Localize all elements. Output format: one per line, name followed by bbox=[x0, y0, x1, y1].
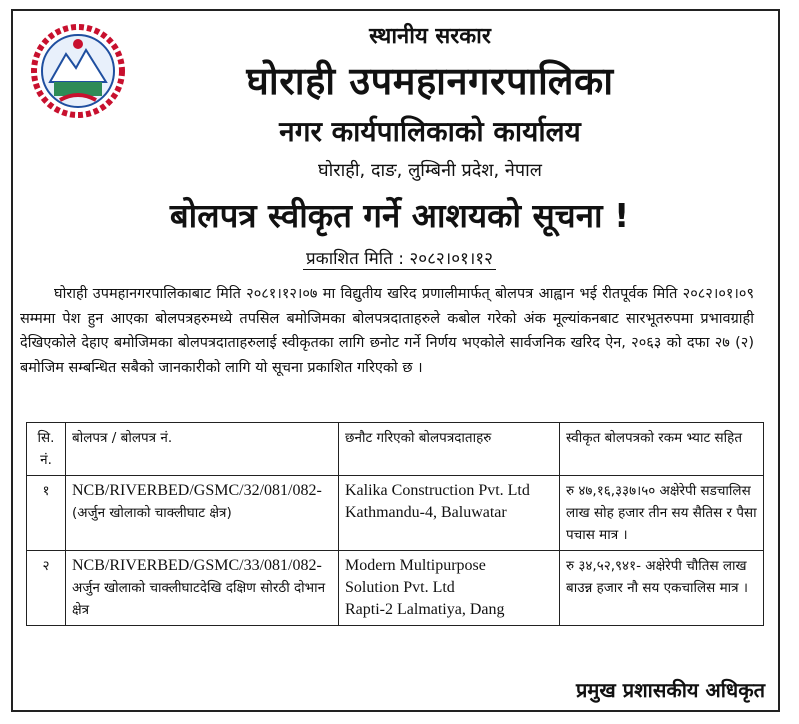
cell-bidder bbox=[339, 551, 560, 626]
header-local-government: स्थानीय सरकार bbox=[369, 24, 491, 49]
cell-sn: २ bbox=[27, 551, 66, 626]
bidder-line3: Rapti-2 Lalmatiya, Dang bbox=[345, 601, 505, 618]
bid-number: NCB/RIVERBED/GSMC/32/081/082- bbox=[72, 482, 322, 499]
col-header-sn: सि. नं. bbox=[27, 423, 66, 476]
table-row bbox=[27, 476, 764, 551]
bidder-name: Kalika Construction Pvt. Ltd bbox=[345, 482, 530, 499]
col-header-bid: बोलपत्र / बोलपत्र नं. bbox=[66, 423, 339, 476]
notice-title: बोलपत्र स्वीकृत गर्ने आशयको सूचना ! bbox=[169, 196, 630, 235]
bid-description: (अर्जुन खोलाको चाक्लीघाट क्षेत्र) bbox=[72, 505, 232, 521]
header-office-name: नगर कार्यपालिकाको कार्यालय bbox=[279, 115, 581, 148]
table-header-row bbox=[27, 423, 764, 476]
header-municipality-name: घोराही उपमहानगरपालिका bbox=[246, 59, 614, 103]
cell-bidder bbox=[339, 476, 560, 551]
table-row bbox=[27, 551, 764, 626]
cell-amount: रु ४७,१६,३३७।५० अक्षेरेपी सडचालिस लाख सोह हजार तीन सय सैतिस र पैसा पचास मात्र । bbox=[560, 476, 764, 551]
bid-number: NCB/RIVERBED/GSMC/33/081/082- bbox=[72, 557, 322, 574]
cell-bid bbox=[66, 476, 339, 551]
bid-table bbox=[26, 422, 764, 626]
col-header-bidder: छनौट गरिएको बोलपत्रदाताहरु bbox=[339, 423, 560, 476]
header-address: घोराही, दाङ, लुम्बिनी प्रदेश, नेपाल bbox=[317, 160, 543, 181]
col-header-amount: स्वीकृत बोलपत्रको रकम भ्याट सहित bbox=[560, 423, 764, 476]
bidder-line2: Solution Pvt. Ltd bbox=[345, 579, 455, 596]
municipality-emblem-icon bbox=[26, 24, 130, 118]
notice-body: घोराही उपमहानगरपालिकाबाट मिति २०८१।१२।०७ मा विद्युतीय खरिद प्रणालीमार्फत् बोलपत्र आह्वान भई रीतपूर्वक मिति २०८२।०१।०९ सम्ममा पेश हुन आएका बोलपत्रहरुमध्ये तपसिल बमोजिमका बोलपत्रदाताहरुले कबोल गरेको अंक मूल्यांकनबाट सारभूतरुपमा प्रभावग्राही देखिएकोले देहाए बमोजिमका बोलपत्रदाताहरुलाई स्वीकृतका लागि छनोट गर्ने निर्णय भएकोले सार्वजनिक खरिद ऐन, २०६३ को दफा २७ (२) बमोजिम सम्बन्धित सबैको जानकारीको लागि यो सूचना प्रकाशित गरिएको छ । bbox=[20, 286, 754, 376]
cell-amount: रु ३४,५२,९४१- अक्षेरेपी चौतिस लाख बाउन्न हजार नौ सय एकचालिस मात्र । bbox=[560, 551, 764, 626]
cell-sn: १ bbox=[27, 476, 66, 551]
published-date: प्रकाशित मिति : २०८२।०१।१२ bbox=[303, 249, 496, 270]
published-date-wrap bbox=[0, 246, 799, 269]
bidder-name: Modern Multipurpose bbox=[345, 557, 486, 574]
bid-description: अर्जुन खोलाको चाक्लीघाटदेखि दक्षिण सोरठी दोभान क्षेत्र bbox=[72, 580, 326, 618]
signature-title: प्रमुख प्रशासकीय अधिकृत bbox=[576, 678, 765, 702]
bidder-line2: Kathmandu-4, Baluwatar bbox=[345, 504, 507, 521]
cell-bid bbox=[66, 551, 339, 626]
